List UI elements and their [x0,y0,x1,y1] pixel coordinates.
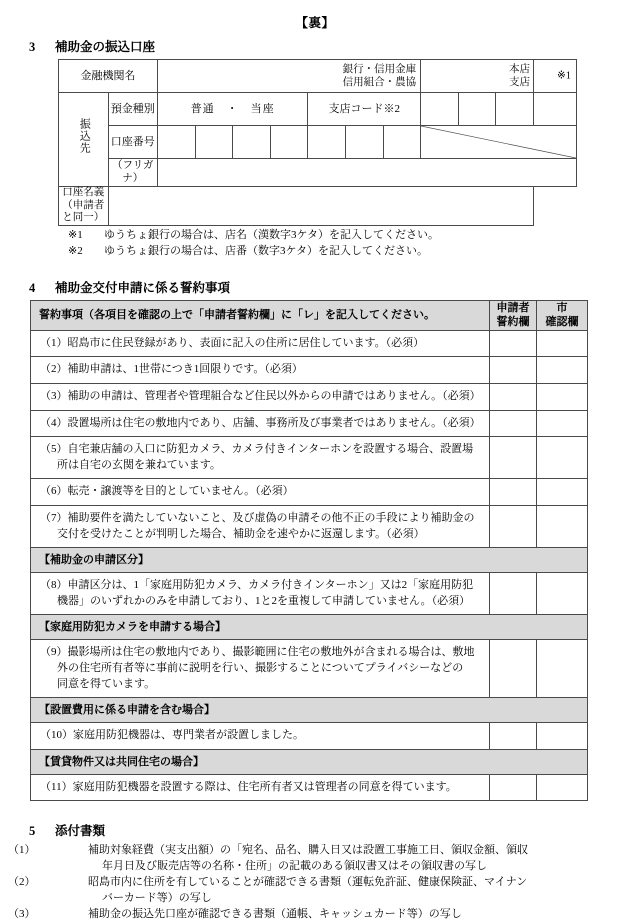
attachment-item-2-line2: バーカード等）の写し [102,892,212,905]
pledge-item-line-2: 外の住宅所有者等に事前に説明を行い、撮影することについてプライバシーなどの [57,662,464,675]
branch-label-line2: 支店 [509,77,530,88]
applicant-check-cell[interactable] [490,506,537,548]
vertical-label-transfer-destination [59,93,109,187]
pledge-item-line-1: （6）転売・譲渡等を目的としていません。（必須） [40,485,294,498]
pledge-item-text [31,774,490,801]
document-page [0,13,630,921]
table-row-deposit-type [59,93,577,126]
pledge-item-text [31,410,490,437]
city-check-cell[interactable] [537,330,588,357]
pledge-item-line-1: （10）家庭用防犯機器は、専門業者が設置しました。 [40,729,304,742]
city-check-cell[interactable] [537,640,588,698]
applicant-check-cell[interactable] [490,723,537,750]
attachment-item-3 [8,907,630,923]
attachment-item-1-line1 [8,843,630,859]
row-label-institution: 金融機関名 [59,60,158,93]
pledge-group-header-row [31,548,588,573]
table-row [31,383,588,410]
note-row-1 [68,228,630,244]
city-check-cell[interactable] [537,437,588,479]
city-check-cell[interactable] [537,410,588,437]
table-row [31,774,588,801]
branch-note-mark: ※1 [556,70,571,82]
note-1-mark: ※1 [68,229,83,242]
pledge-item-line-3: 同意を得ています。 [57,677,156,690]
institution-suffix-line2: 信用組合・農協 [342,77,417,88]
note-1-text: ゆうちょ銀行の場合は、店名（漢数字3ケタ）を記入してください。 [104,229,439,242]
applicant-check-cell[interactable] [490,357,537,384]
section-4-heading [0,278,630,296]
branch-code-digit-1[interactable] [421,93,459,126]
pledge-item-line-1: （11）家庭用防犯機器を設置する際は、住宅所有者又は管理者の同意を得ています。 [40,780,457,793]
attachment-list [0,843,630,923]
pledge-header-main: 誓約事項（各項目を確認の上で「申請者誓約欄」に「レ」を記入してください。 [31,301,490,331]
section-4-number: 4 [29,281,36,296]
account-digit-1[interactable] [158,126,196,159]
branch-type-cell[interactable] [421,60,571,93]
table-row [31,357,588,384]
pledge-table-header-row [31,301,588,331]
pledge-item-text [31,437,490,479]
bank-account-table-wrapper [58,59,630,226]
pledge-item-text [31,479,490,506]
attachment-item-1-number: （1） [8,844,36,857]
applicant-check-cell[interactable] [490,437,537,479]
account-digit-2[interactable] [195,126,233,159]
pledge-item-line-1: （1）昭島市に住民登録があり、表面に記入の住所に居住しています。（必須） [40,336,425,349]
pledge-item-line-2: 機器」のいずれかのみを申請しており、1と2を重複して申請していません。（必須） [57,594,471,607]
pledge-table-wrapper [30,300,630,801]
bank-account-table [58,59,577,226]
diagonal-strike-icon [421,126,576,158]
table-row-institution [59,60,577,93]
vertical-label-text: 振込先 [78,118,91,155]
table-row-furigana [59,159,577,187]
institution-name-input-cell[interactable] [158,60,421,93]
section-4-title: 補助金交付申請に係る誓約事項 [55,281,231,296]
table-row-account-holder [59,186,577,225]
table-row [31,640,588,698]
city-check-cell[interactable] [537,506,588,548]
pledge-header-city [537,301,588,331]
account-holder-input-cell[interactable] [108,186,534,225]
deposit-row-spacer-cell [534,93,577,126]
pledge-item-text [31,383,490,410]
pledge-item-text [31,573,490,615]
pledge-header-applicant-line1: 申請者 [496,302,530,315]
pledge-header-city-line2: 確認欄 [545,316,579,329]
deposit-type-options-cell[interactable]: 普通 ・ 当座 [158,93,308,126]
attachment-item-2-text: 昭島市内に住所を有していることが確認できる書類（運転免許証、健康保険証、マイナン [88,876,528,889]
city-check-cell[interactable] [537,723,588,750]
applicant-check-cell[interactable] [490,774,537,801]
pledge-item-text [31,330,490,357]
table-row [31,437,588,479]
attachment-item-2-number: （2） [8,876,36,889]
table-row [31,479,588,506]
account-digit-4[interactable] [270,126,308,159]
attachment-item-1-text: 補助対象経費（実支出額）の「宛名、品名、購入日又は設置工事施工日、領収金額、領収 [88,844,528,857]
pledge-group-header-label: 【設置費用に係る申請を含む場合】 [31,698,588,723]
account-digit-3[interactable] [233,126,271,159]
spacer-after-section-3 [0,260,630,278]
pledge-item-text [31,506,490,548]
row-label-deposit-type: 預金種別 [108,93,158,126]
table-row [31,723,588,750]
pledge-table-body [31,301,588,801]
account-digit-7[interactable] [383,126,421,159]
furigana-input-cell[interactable] [158,159,577,187]
row-label-account-number: 口座番号 [108,126,158,159]
branch-label-line1: 本店 [509,63,530,75]
attachment-item-1 [8,843,630,875]
note-2-mark: ※2 [68,245,83,258]
pledge-group-header-row [31,749,588,774]
pledge-item-line-1: （8）申請区分は、1「家庭用防犯カメラ、カメラ付きインターホン」又は2「家庭用防犯 [40,579,474,592]
pledge-group-header-row [31,698,588,723]
spacer-after-section-4 [0,801,630,821]
pledge-item-line-1: （4）設置場所は住宅の敷地内であり、店舗、事務所及び事業者ではありません。（必須） [40,416,481,429]
pledge-group-header-label: 【賃貸物件又は共同住宅の場合】 [31,749,588,774]
account-holder-label-line2: （申請者と同一） [62,199,105,224]
pledge-item-line-1: （2）補助申請は、1世帯につき1回限りです。（必須） [40,363,303,376]
applicant-check-cell[interactable] [490,383,537,410]
attachment-item-2 [8,875,630,907]
section-3-title: 補助金の振込口座 [55,40,156,54]
account-holder-label-line1: 口座名義 [62,186,105,198]
applicant-check-cell[interactable] [490,479,537,506]
city-check-cell[interactable] [537,774,588,801]
section-3-number: 3 [29,40,36,54]
pledge-header-city-line1: 市 [556,302,568,315]
pledge-item-line-1: （3）補助の申請は、管理者や管理組合など住民以外からの申請ではありません。（必須） [40,389,481,402]
pledge-item-line-1: （7）補助要件を満たしていないこと、及び虚偽の申請その他不正の手段により補助金の [40,512,475,524]
row-label-furigana: （フリガナ） [108,159,158,187]
page-title: 【裏】 [295,16,335,30]
institution-suffix-line1: 銀行・信用金庫 [342,63,417,75]
pledge-item-line-2: 所は自宅の玄関を兼ねています。 [57,458,221,471]
pledge-group-header-row [31,615,588,640]
applicant-check-cell[interactable] [490,573,537,615]
pledge-item-text [31,640,490,698]
pledge-item-line-1: （9）撮影場所は住宅の敷地内であり、撮影範囲に住宅の敷地外が含まれる場合は、敷地 [40,646,475,659]
attachment-item-3-text: 補助金の振込先口座が確認できる書類（通帳、キャッシュカード等）の写し [88,908,462,921]
pledge-group-header-label: 【家庭用防犯カメラを申請する場合】 [31,615,588,640]
branch-code-digit-3[interactable] [496,93,534,126]
account-number-unused-area [421,126,577,159]
city-check-cell[interactable] [537,573,588,615]
city-check-cell[interactable] [537,383,588,410]
pledge-item-line-1: （5）自宅兼店舗の入口に防犯カメラ、カメラ付きインターホンを設置する場合、設置場 [40,443,474,456]
branch-code-digit-2[interactable] [458,93,496,126]
pledge-group-header-label: 【補助金の申請区分】 [31,548,588,573]
section-3-heading [0,37,630,55]
table-row [31,410,588,437]
pledge-item-line-2: 交付を受けたことが判明した場合、補助金を速やかに返還します。（必須） [57,527,425,540]
pledge-item-text [31,723,490,750]
pledge-item-text [31,357,490,384]
section-5-number: 5 [29,824,36,839]
note-row-2 [68,244,630,260]
branch-code-label-cell: 支店コード※2 [308,93,421,126]
attachment-item-3-line1 [8,907,630,923]
account-digit-5[interactable] [308,126,346,159]
attachment-item-3-number: （3） [8,908,36,921]
table-row [31,330,588,357]
table-row-account-number [59,126,577,159]
applicant-check-cell[interactable] [490,330,537,357]
pledge-table [30,300,588,801]
account-digit-6[interactable] [345,126,383,159]
city-check-cell[interactable] [537,357,588,384]
bank-table-notes [0,228,630,260]
note-2-text: ゆうちょ銀行の場合は、店番（数字3ケタ）を記入してください。 [104,245,428,258]
applicant-check-cell[interactable] [490,640,537,698]
row-label-account-holder [59,186,109,225]
section-5-title: 添付書類 [55,824,106,839]
pledge-header-applicant-line2: 誓約欄 [496,316,530,329]
pledge-header-applicant [490,301,537,331]
attachment-item-2-line1 [8,875,630,891]
table-row [31,506,588,548]
table-row [31,573,588,615]
attachment-item-1-line2: 年月日及び販売店等の名称・住所」の記載のある領収書又はその領収書の写し [102,860,487,873]
section-5-heading [0,821,630,839]
applicant-check-cell[interactable] [490,410,537,437]
city-check-cell[interactable] [537,479,588,506]
